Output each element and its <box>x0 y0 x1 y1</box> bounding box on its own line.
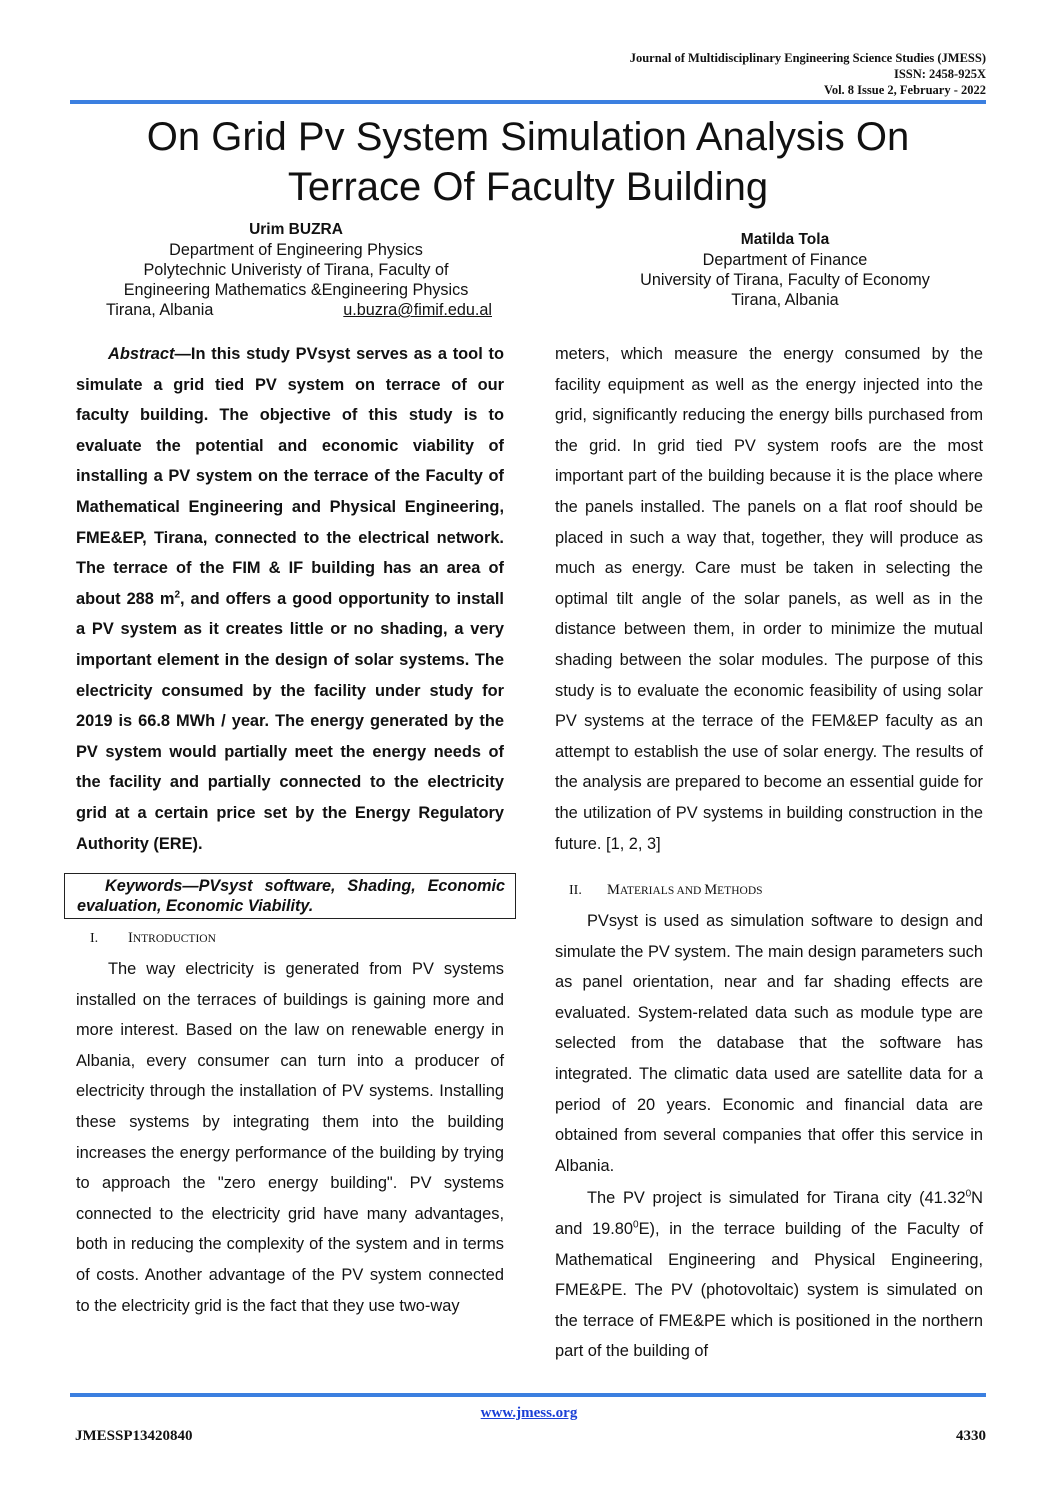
methods-paragraph-2: The PV project is simulated for Tirana city (41.32$^0$N and 19.80$^0$E), in the terrace building of the Faculty of Mathematical Engineering and Physical Engineering, FME&PE. The PV (photovoltaic) system is simulated on the terrace of FME&PE which is positioned in the northern part of the building of <box>555 1188 983 1361</box>
paper-id: JMESSP13420840 <box>75 1428 193 1444</box>
keywords-label: Keywords— <box>105 877 199 896</box>
author-right <box>615 230 955 310</box>
journal-volume: Vol. 8 Issue 2, February - 2022 <box>823 83 986 97</box>
author-dept: Department of Engineering Physics <box>169 241 423 259</box>
left-column <box>76 339 504 1321</box>
header-rule <box>70 100 986 104</box>
title-line-1: On Grid Pv System Simulation Analysis On <box>146 115 910 159</box>
abstract-text-cont: , and offers a good opportunity to install a PV system as it creates little or no shading, a very important element in the design of solar systems. The electricity consumed by the facility under study for 2019 is 66.8 MWh / year. The energy generated by the PV system would partially meet the energy needs of the facility and partially connected to the electricity grid at a certain price set by the Energy Regulatory Authority (ERE). <box>76 589 504 853</box>
keywords-text: PVsyst software, Shading, Economic evaluation, Economic Viability. <box>77 877 505 916</box>
keywords-box <box>64 873 516 919</box>
author-name: Matilda Tola <box>740 231 830 248</box>
journal-website-link[interactable]: www.jmess.org <box>480 1405 578 1421</box>
abstract-label: Abstract <box>108 345 175 363</box>
section-heading-methods: II. MATERIALS AND METHODS <box>569 882 763 899</box>
methods-paragraph-1: PVsyst is used as simulation software to design and simulate the PV system. The main design parameters such as panel orientation, near and far shading effects are evaluated. System-related data such as module type are selected from the database that the software has integrated. The climatic data used are satellite data for a period of 20 years. Economic and financial data are obtained from several companies that offer this service in Albania. <box>555 912 983 1175</box>
author-affiliation: University of Tirana, Faculty of Economy <box>640 271 930 289</box>
intro-paragraph-cont: meters, which measure the energy consumed by the facility equipment as well as the energy injected into the grid, significantly reducing the energy bills purchased from the grid. In grid tied PV system roofs are the most important part of the building because it is the place where the panels installed. The panels on a flat roof should be placed in such a way that, together, they will produce as much as energy. Care must be taken in selecting the optimal tilt angle of the solar panels, as well as in the distance between them, in order to minimize the mutual shading between the solar modules. The purpose of this study is to evaluate the economic feasibility of using solar PV systems at the terrace of the FEM&EP faculty as an attempt to establish the use of solar energy. The results of the analysis are prepared to become an essential guide for the utilization of PV systems in building construction in the future. [1, 2, 3] <box>555 345 983 853</box>
right-column <box>555 339 983 1367</box>
author-left <box>78 220 514 320</box>
journal-name: Journal of Multidisciplinary Engineering Science Studies (JMESS) <box>629 51 986 65</box>
footer-rule <box>70 1393 986 1397</box>
section-heading-introduction: I. INTRODUCTION <box>90 930 216 947</box>
author-city: Tirana, Albania <box>731 291 839 309</box>
author-city: Tirana, Albania <box>106 301 214 319</box>
author-name: Urim BUZRA <box>249 221 343 238</box>
journal-issn: ISSN: 2458-925X <box>893 67 986 81</box>
abstract-text: In this study PVsyst serves as a tool to simulate a grid tied PV system on terrace of our faculty building. The objective of this study is to evaluate the potential and economic viability of installing a PV system on the terrace of the Faculty of Mathematical Engineering and Physical Engineering, FME&EP, Tirana, connected to the electrical network. The terrace of the FIM & IF building has an area of about 288 m <box>76 345 504 608</box>
author-email[interactable]: u.buzra@fimif.edu.al <box>343 301 492 319</box>
intro-paragraph: The way electricity is generated from PV systems installed on the terraces of buildings is gaining more and more interest. Based on the law on renewable energy in Albania, every consumer can turn into a producer of electricity through the installation of PV systems. Installing these systems by integrating them into the building increases the energy performance of the building by trying to approach the "zero energy building". PV systems connected to the electricity grid have many advantages, both in reducing the complexity of the system and in terms of costs. Another advantage of the PV system connected to the electricity grid is the fact that they use two-way <box>76 960 504 1315</box>
page-number: 4330 <box>956 1428 986 1444</box>
author-affiliation: Polytechnic Univeristy of Tirana, Faculty of <box>143 261 449 279</box>
title-line-2: Terrace Of Faculty Building <box>287 165 769 209</box>
abstract: Abstract—In this study PVsyst serves as a tool to simulate a grid tied PV system on terrace of our faculty building. The objective of this study is to evaluate the potential and economic viability of installing a PV system on the terrace of the Faculty of Mathematical Engineering and Physical Engineering, FME&EP, Tirana, connected to the electrical network. The terrace of the FIM & IF building has an area of about 288 $m^2$, and offers a good opportunity to install a PV system as it creates little or no shading, a very important element in the design of solar systems. The electricity consumed by the facility under study for 2019 is 66.8 MWh / year. The energy generated by the PV system would partially meet the energy needs of the facility and partially connected to the electricity grid at a certain price set by the Energy Regulatory Authority (ERE). <box>76 345 504 853</box>
author-affiliation: Engineering Mathematics &Engineering Physics <box>123 281 469 299</box>
paper-title <box>70 112 986 212</box>
journal-header <box>630 50 986 98</box>
author-dept: Department of Finance <box>702 251 868 269</box>
